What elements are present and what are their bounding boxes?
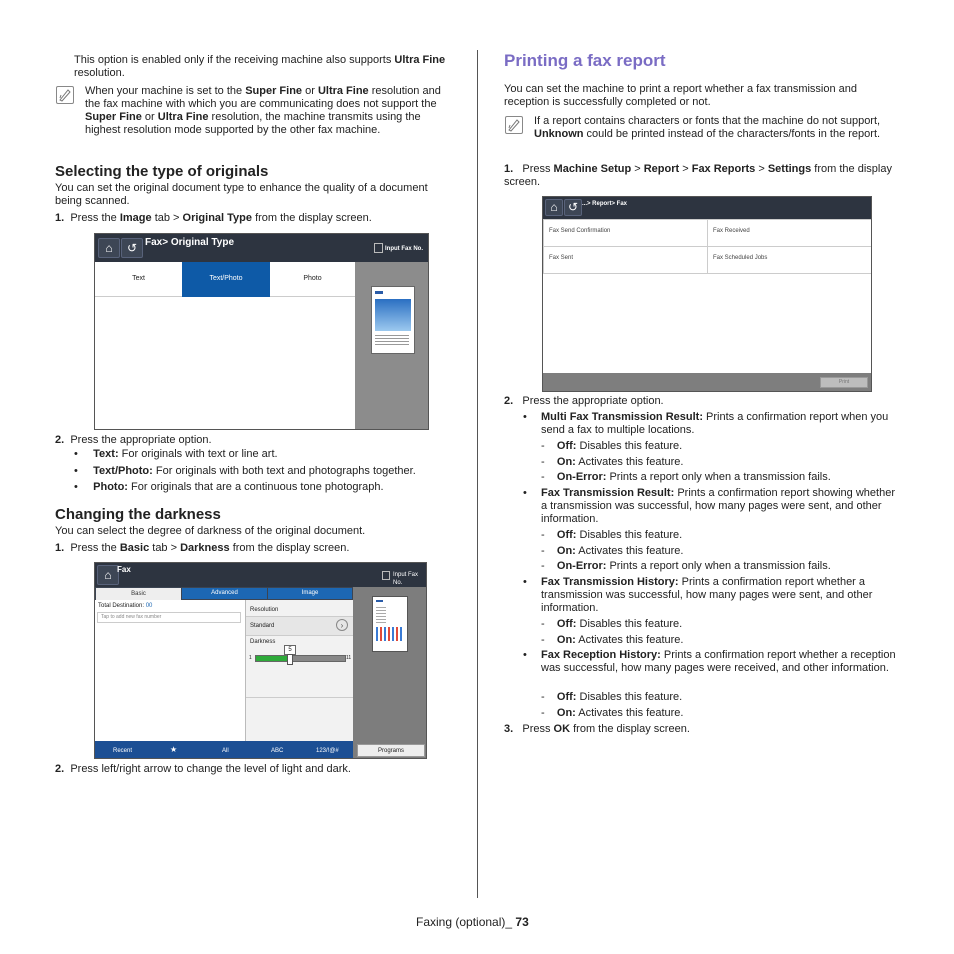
preview-bar-chart — [376, 627, 402, 641]
sub-on-error: - On-Error: Prints a report only when a transmission fails. — [541, 471, 831, 483]
cell-fax-send-confirmation[interactable]: Fax Send Confirmation — [543, 219, 708, 247]
intro-paragraph: This option is enabled only if the receiving machine also supports Ultra Fine resolution. — [74, 54, 446, 79]
item-fax-transmission-history: • Fax Transmission History: Prints a confirmation report whether a transmission was successful, how many pages were sent, and other information. — [523, 576, 873, 614]
darkness-screen — [94, 562, 427, 759]
right-desc: You can set the machine to print a report whether a fax transmission and reception is successfully completed or not. — [504, 83, 858, 108]
bottom-all[interactable]: All — [222, 748, 229, 754]
section-desc-originals: You can set the original document type to enhance the quality of a document being scanned. — [55, 182, 428, 207]
note-icon — [56, 86, 74, 104]
step-1-darkness: 1. Press the Basic tab > Darkness from the display screen. — [55, 542, 350, 554]
bullet-text-photo: • Text/Photo: For originals with both text and photographs together. — [74, 465, 416, 477]
step-2-darkness: 2. Press left/right arrow to change the level of light and dark. — [55, 763, 351, 775]
settings-panel — [246, 600, 353, 741]
preview-panel — [353, 587, 427, 759]
sub-off: - Off: Disables this feature. — [541, 691, 683, 703]
cell-fax-scheduled-jobs[interactable]: Fax Scheduled Jobs — [707, 246, 872, 274]
darkness-slider-fill — [256, 656, 288, 661]
bottom-abc[interactable]: ABC — [271, 748, 284, 754]
resolution-label: Resolution — [250, 607, 279, 613]
tab-text[interactable]: Text — [95, 262, 183, 297]
screen-topbar — [95, 563, 426, 587]
preview-panel — [355, 262, 429, 430]
sub-off: - Off: Disables this feature. — [541, 618, 683, 630]
preview-text-lines — [375, 335, 409, 347]
tab-bar — [95, 587, 353, 600]
bottom-123[interactable]: 123/!@# — [316, 748, 339, 754]
original-type-screen — [94, 233, 429, 430]
screen-topbar — [95, 234, 428, 262]
sub-on: - On: Activates this feature. — [541, 456, 684, 468]
home-icon[interactable]: ⌂ — [97, 565, 119, 585]
sub-on: - On: Activates this feature. — [541, 707, 684, 719]
right-step-1: 1. Press Machine Setup > Report > Fax Reports > Settings from the display screen. — [504, 163, 892, 188]
right-step-3: 3. Press OK from the display screen. — [504, 723, 690, 735]
tab-text-photo[interactable]: Text/Photo — [182, 262, 270, 297]
screen-footer — [543, 373, 872, 392]
darkness-label: Darkness — [250, 639, 276, 645]
preview-photo — [375, 299, 411, 331]
settings-divider — [246, 697, 353, 698]
tab-image[interactable]: Image — [268, 588, 352, 599]
sub-on: - On: Activates this feature. — [541, 545, 684, 557]
cell-fax-received[interactable]: Fax Received — [707, 219, 872, 247]
sub-on-error: - On-Error: Prints a report only when a transmission fails. — [541, 560, 831, 572]
preview-text-lines — [376, 607, 386, 623]
section-title-originals: Selecting the type of originals — [55, 163, 269, 180]
fax-input-icon[interactable] — [382, 571, 390, 580]
sub-off: - Off: Disables this feature. — [541, 440, 683, 452]
chevron-right-icon[interactable]: › — [336, 619, 348, 631]
page-number: 73 — [515, 915, 529, 929]
screen-title: Fax — [117, 565, 131, 574]
cell-fax-sent[interactable]: Fax Sent — [543, 246, 708, 274]
home-icon[interactable]: ⌂ — [98, 238, 120, 258]
darkness-slider-handle[interactable] — [287, 654, 293, 665]
note-paragraph: When your machine is set to the Super Fine or Ultra Fine resolution and the fax machine with which you are communicating does not support the Super Fine or Ultra Fine resolution, the machine transmits using the highest resolution mode supported by the other fax machine. — [85, 85, 441, 136]
darkness-max: 11 — [346, 655, 352, 661]
input-fax-no-label[interactable]: Input Fax No. — [385, 246, 423, 252]
section-title-darkness: Changing the darkness — [55, 506, 221, 523]
total-destination: Total Destination: 00 — [98, 603, 153, 609]
tab-photo[interactable]: Photo — [270, 262, 356, 297]
resolution-value: Standard — [250, 623, 275, 629]
document-preview — [372, 596, 408, 652]
right-note: If a report contains characters or fonts that the machine do not support, Unknown could be printed instead of the characters/fonts in the report. — [534, 115, 881, 140]
back-icon[interactable]: ↺ — [121, 238, 143, 258]
document-preview — [371, 286, 415, 354]
item-fax-reception-history: • Fax Reception History: Prints a confirmation report whether a reception was successful, how many pages were received, and other information. — [523, 649, 896, 674]
star-icon[interactable]: ★ — [170, 745, 178, 754]
preview-logo-bar — [376, 600, 383, 602]
bottom-bar — [95, 741, 353, 759]
page-footer: Faxing (optional)_ 73 — [416, 915, 529, 929]
destination-panel — [95, 600, 246, 741]
screen-title: Fax> Original Type — [145, 237, 235, 248]
bullet-photo: • Photo: For originals that are a continuous tone photograph. — [74, 481, 384, 493]
screen-topbar — [543, 197, 871, 219]
print-button[interactable]: Print — [820, 377, 868, 388]
programs-button[interactable]: Programs — [357, 744, 425, 757]
section-desc-darkness: You can select the degree of darkness of the original document. — [55, 525, 366, 537]
screen-title: ...> Report> Fax — [582, 201, 628, 207]
back-icon[interactable]: ↺ — [564, 199, 582, 216]
resolution-selector[interactable] — [246, 616, 353, 636]
item-multi-fax: • Multi Fax Transmission Result: Prints a confirmation report when you send a fax to multiple locations. — [523, 411, 889, 436]
sub-off: - Off: Disables this feature. — [541, 529, 683, 541]
step-1-originals: 1. Press the Image tab > Original Type from the display screen. — [55, 212, 372, 224]
darkness-min: 1 — [249, 655, 252, 661]
column-divider — [477, 50, 478, 898]
bullet-text: • Text: For originals with text or line art. — [74, 448, 278, 460]
input-fax-no-label[interactable]: Input Fax No. — [393, 572, 419, 586]
darkness-slider[interactable] — [255, 655, 346, 662]
home-icon[interactable]: ⌂ — [545, 199, 563, 216]
darkness-value-badge: 5 — [284, 645, 296, 655]
item-fax-transmission-result: • Fax Transmission Result: Prints a confirmation report showing whether a transmission was successful, how many pages were sent, and other information. — [523, 487, 895, 525]
bottom-recent[interactable]: Recent — [113, 748, 133, 754]
preview-logo-bar — [375, 291, 383, 294]
fax-number-input[interactable]: Tap to add new fax number — [97, 612, 241, 623]
step-2-originals: 2. Press the appropriate option. — [55, 434, 212, 446]
sub-on: - On: Activates this feature. — [541, 634, 684, 646]
report-fax-screen — [542, 196, 872, 392]
page-title: Printing a fax report — [504, 51, 666, 70]
tab-basic[interactable]: Basic — [96, 588, 181, 600]
note-icon — [505, 116, 523, 134]
fax-input-icon[interactable] — [374, 243, 383, 253]
tab-advanced[interactable]: Advanced — [182, 588, 267, 599]
right-step-2: 2. Press the appropriate option. — [504, 395, 664, 407]
